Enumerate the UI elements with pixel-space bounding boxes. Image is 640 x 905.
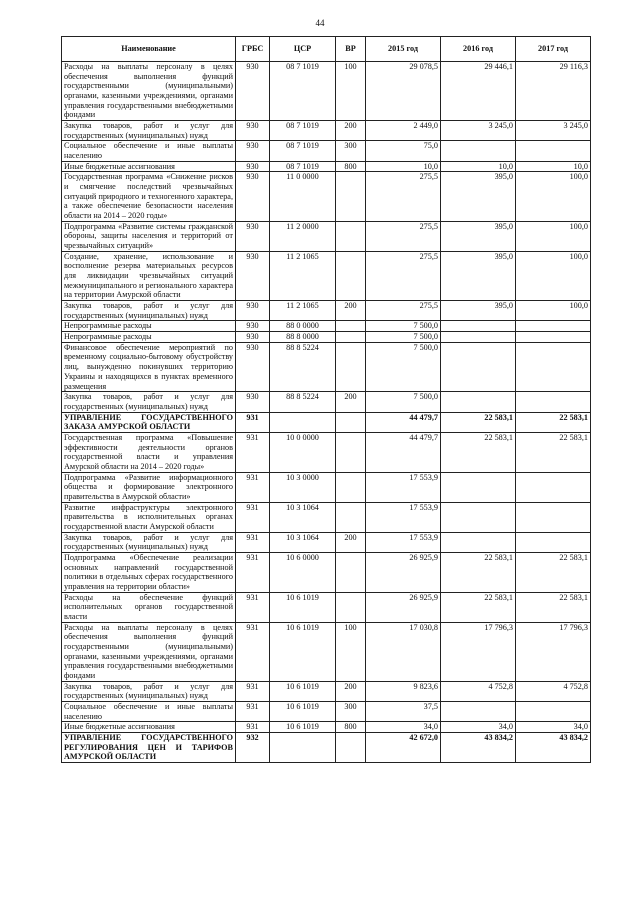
cell-grbs: 930 [236,251,270,300]
cell-vr [336,502,366,532]
cell-csr: 08 7 1019 [270,161,336,172]
cell-2015: 26 925,9 [366,592,441,622]
cell-vr: 200 [336,681,366,701]
cell-2017: 34,0 [516,722,591,733]
cell-name: Непрограммные расходы [62,321,236,332]
cell-name: Иные бюджетные ассигнования [62,161,236,172]
cell-2017: 100,0 [516,251,591,300]
cell-2015: 9 823,6 [366,681,441,701]
cell-2017 [516,702,591,722]
cell-2015: 275,5 [366,251,441,300]
cell-name: Иные бюджетные ассигнования [62,722,236,733]
cell-2015: 2 449,0 [366,121,441,141]
cell-2015: 17 553,9 [366,532,441,552]
table-row [62,301,591,321]
cell-name: Закупка товаров, работ и услуг для государственных (муниципальных) нужд [62,392,236,412]
cell-name: Государственная программа «Повышение эффективности деятельности органов государственной власти и управления Амурской области на 2014 – 2020 годы» [62,432,236,472]
table-row [62,251,591,300]
cell-csr: 10 6 1019 [270,622,336,681]
cell-vr: 100 [336,62,366,121]
cell-grbs: 931 [236,432,270,472]
cell-vr: 300 [336,141,366,161]
cell-csr: 10 6 1019 [270,702,336,722]
cell-csr: 88 8 0000 [270,332,336,343]
cell-2015: 7 500,0 [366,332,441,343]
cell-2017: 100,0 [516,172,591,221]
cell-2016 [441,321,516,332]
cell-vr [336,472,366,502]
cell-vr: 200 [336,121,366,141]
cell-name: Финансовое обеспечение мероприятий по временному социально-бытовому обустройству лиц, вынужденно покинувших территорию Украины и находящихся в пунктах временного размещения [62,342,236,391]
cell-2016 [441,392,516,412]
cell-vr: 800 [336,161,366,172]
table-row [62,332,591,343]
cell-2016: 22 583,1 [441,412,516,432]
cell-2015: 34,0 [366,722,441,733]
cell-2016: 34,0 [441,722,516,733]
cell-name: Закупка товаров, работ и услуг для государственных (муниципальных) нужд [62,121,236,141]
cell-2017 [516,332,591,343]
cell-2017 [516,532,591,552]
cell-2017: 22 583,1 [516,412,591,432]
cell-2015: 7 500,0 [366,321,441,332]
table-row [62,681,591,701]
cell-2017: 17 796,3 [516,622,591,681]
cell-grbs: 930 [236,392,270,412]
cell-vr: 200 [336,392,366,412]
cell-name: Непрограммные расходы [62,332,236,343]
cell-vr: 300 [336,702,366,722]
cell-2016: 17 796,3 [441,622,516,681]
header-vr: ВР [336,37,366,62]
cell-name: УПРАВЛЕНИЕ ГОСУДАРСТВЕННОГО ЗАКАЗА АМУРСКОЙ ОБЛАСТИ [62,412,236,432]
cell-csr: 10 0 0000 [270,432,336,472]
cell-name: Подпрограмма «Развитие информационного общества и формирование электронного правительства в Амурской области» [62,472,236,502]
cell-grbs: 930 [236,221,270,251]
cell-name: Государственная программа «Снижение рисков и смягчение последствий чрезвычайных ситуаций природного и техногенного характера, а также обеспечение безопасности населения области на 2014 – 2020 годы» [62,172,236,221]
cell-2015: 17 030,8 [366,622,441,681]
cell-vr [336,251,366,300]
cell-2015: 44 479,7 [366,432,441,472]
cell-vr [336,733,366,763]
cell-2017 [516,472,591,502]
cell-grbs: 930 [236,141,270,161]
cell-2017 [516,141,591,161]
cell-grbs: 930 [236,161,270,172]
page-number: 44 [315,18,325,28]
cell-vr [336,332,366,343]
cell-csr: 11 2 1065 [270,251,336,300]
cell-2017 [516,321,591,332]
cell-2015: 75,0 [366,141,441,161]
table-row [62,321,591,332]
table-row [62,221,591,251]
section-header-row [62,412,591,432]
cell-2017 [516,502,591,532]
cell-vr: 800 [336,722,366,733]
cell-2017: 22 583,1 [516,432,591,472]
table-row [62,502,591,532]
header-name: Наименование [62,37,236,62]
cell-2017: 22 583,1 [516,592,591,622]
cell-2016: 395,0 [441,251,516,300]
cell-csr: 10 6 1019 [270,592,336,622]
cell-csr: 10 6 1019 [270,722,336,733]
cell-grbs: 930 [236,321,270,332]
cell-csr [270,733,336,763]
cell-2015: 7 500,0 [366,392,441,412]
cell-vr [336,412,366,432]
cell-grbs: 932 [236,733,270,763]
cell-2016 [441,472,516,502]
cell-grbs: 930 [236,172,270,221]
table-row [62,622,591,681]
cell-2015: 17 553,9 [366,502,441,532]
table-row [62,532,591,552]
cell-2016 [441,532,516,552]
cell-name: Закупка товаров, работ и услуг для государственных (муниципальных) нужд [62,532,236,552]
cell-vr [336,321,366,332]
cell-csr [270,412,336,432]
cell-name: Расходы на выплаты персоналу в целях обеспечения выполнения функций государственными (муниципальными) органами, казенными учреждениями, органами управления государственными внебюджетными фондами [62,62,236,121]
cell-grbs: 931 [236,552,270,592]
table-row [62,121,591,141]
cell-2017: 100,0 [516,301,591,321]
table-row [62,172,591,221]
cell-2017 [516,342,591,391]
table-row [62,702,591,722]
cell-name: Закупка товаров, работ и услуг для государственных (муниципальных) нужд [62,681,236,701]
cell-grbs: 931 [236,702,270,722]
cell-vr [336,432,366,472]
cell-2016: 43 834,2 [441,733,516,763]
table-row [62,722,591,733]
cell-grbs: 931 [236,412,270,432]
cell-2015: 44 479,7 [366,412,441,432]
header-2016: 2016 год [441,37,516,62]
cell-2016 [441,342,516,391]
cell-grbs: 931 [236,681,270,701]
cell-grbs: 931 [236,622,270,681]
cell-2017: 22 583,1 [516,552,591,592]
cell-name: Расходы на выплаты персоналу в целях обеспечения выполнения функций государственными (муниципальными) органами, казенными учреждениями, органами управления государственными внебюджетными фондами [62,622,236,681]
header-grbs: ГРБС [236,37,270,62]
table-body [62,62,591,763]
cell-2016: 22 583,1 [441,592,516,622]
cell-csr: 10 6 1019 [270,681,336,701]
cell-2016: 22 583,1 [441,552,516,592]
cell-grbs: 931 [236,592,270,622]
cell-csr: 88 8 5224 [270,392,336,412]
cell-csr: 08 7 1019 [270,121,336,141]
cell-2015: 275,5 [366,221,441,251]
cell-2017: 3 245,0 [516,121,591,141]
cell-2015: 42 672,0 [366,733,441,763]
cell-2015: 17 553,9 [366,472,441,502]
cell-2016: 22 583,1 [441,432,516,472]
cell-2016 [441,702,516,722]
cell-grbs: 931 [236,532,270,552]
table-row [62,472,591,502]
cell-name: Развитие инфраструктуры электронного правительства в исполнительных органах государственной власти Амурской области [62,502,236,532]
cell-2016: 4 752,8 [441,681,516,701]
cell-csr: 11 2 0000 [270,221,336,251]
cell-csr: 10 3 1064 [270,532,336,552]
cell-name: Подпрограмма «Развитие системы гражданской обороны, защиты населения и территорий от чрезвычайных ситуаций» [62,221,236,251]
cell-vr: 200 [336,532,366,552]
cell-2015: 26 925,9 [366,552,441,592]
cell-csr: 08 7 1019 [270,62,336,121]
cell-2015: 275,5 [366,172,441,221]
cell-vr: 100 [336,622,366,681]
cell-2016: 395,0 [441,301,516,321]
cell-grbs: 930 [236,301,270,321]
table-row [62,141,591,161]
cell-2016: 395,0 [441,221,516,251]
cell-vr [336,592,366,622]
cell-name: Расходы на обеспечение функций исполнительных органов государственной власти [62,592,236,622]
cell-2015: 7 500,0 [366,342,441,391]
section-header-row [62,733,591,763]
cell-2016: 3 245,0 [441,121,516,141]
table-row [62,552,591,592]
cell-2017: 43 834,2 [516,733,591,763]
cell-2017 [516,392,591,412]
cell-2015: 10,0 [366,161,441,172]
cell-name: Подпрограмма «Обеспечение реализации основных направлений государственной политики в отдельных сферах государственного управления на территории области» [62,552,236,592]
table-row [62,62,591,121]
cell-2016 [441,332,516,343]
cell-csr: 11 2 1065 [270,301,336,321]
cell-vr [336,552,366,592]
cell-grbs: 930 [236,62,270,121]
cell-grbs: 931 [236,722,270,733]
cell-grbs: 930 [236,342,270,391]
cell-2017: 10,0 [516,161,591,172]
cell-csr: 10 6 0000 [270,552,336,592]
cell-csr: 88 8 5224 [270,342,336,391]
budget-table [61,36,591,763]
table-row [62,432,591,472]
cell-name: Создание, хранение, использование и восполнение резерва материальных ресурсов для ликвидации чрезвычайных ситуаций межмуниципального и регионального характера на территории Амурской области [62,251,236,300]
cell-grbs: 930 [236,121,270,141]
table-row [62,392,591,412]
cell-2015: 29 078,5 [366,62,441,121]
cell-name: Закупка товаров, работ и услуг для государственных (муниципальных) нужд [62,301,236,321]
cell-2016 [441,141,516,161]
cell-grbs: 930 [236,332,270,343]
header-csr: ЦСР [270,37,336,62]
cell-csr: 88 0 0000 [270,321,336,332]
cell-2015: 275,5 [366,301,441,321]
cell-2017: 100,0 [516,221,591,251]
cell-grbs: 931 [236,502,270,532]
cell-vr [336,342,366,391]
cell-csr: 10 3 0000 [270,472,336,502]
cell-vr: 200 [336,301,366,321]
cell-2016: 29 446,1 [441,62,516,121]
cell-grbs: 931 [236,472,270,502]
cell-csr: 10 3 1064 [270,502,336,532]
cell-vr [336,172,366,221]
cell-csr: 11 0 0000 [270,172,336,221]
cell-csr: 08 7 1019 [270,141,336,161]
header-row [62,37,591,62]
cell-2017: 4 752,8 [516,681,591,701]
cell-name: Социальное обеспечение и иные выплаты населению [62,141,236,161]
table-row [62,342,591,391]
header-2017: 2017 год [516,37,591,62]
cell-name: УПРАВЛЕНИЕ ГОСУДАРСТВЕННОГО РЕГУЛИРОВАНИЯ ЦЕН И ТАРИФОВ АМУРСКОЙ ОБЛАСТИ [62,733,236,763]
header-2015: 2015 год [366,37,441,62]
cell-vr [336,221,366,251]
cell-name: Социальное обеспечение и иные выплаты населению [62,702,236,722]
cell-2017: 29 116,3 [516,62,591,121]
cell-2016: 395,0 [441,172,516,221]
cell-2015: 37,5 [366,702,441,722]
cell-2016 [441,502,516,532]
cell-2016: 10,0 [441,161,516,172]
table-row [62,161,591,172]
table-row [62,592,591,622]
